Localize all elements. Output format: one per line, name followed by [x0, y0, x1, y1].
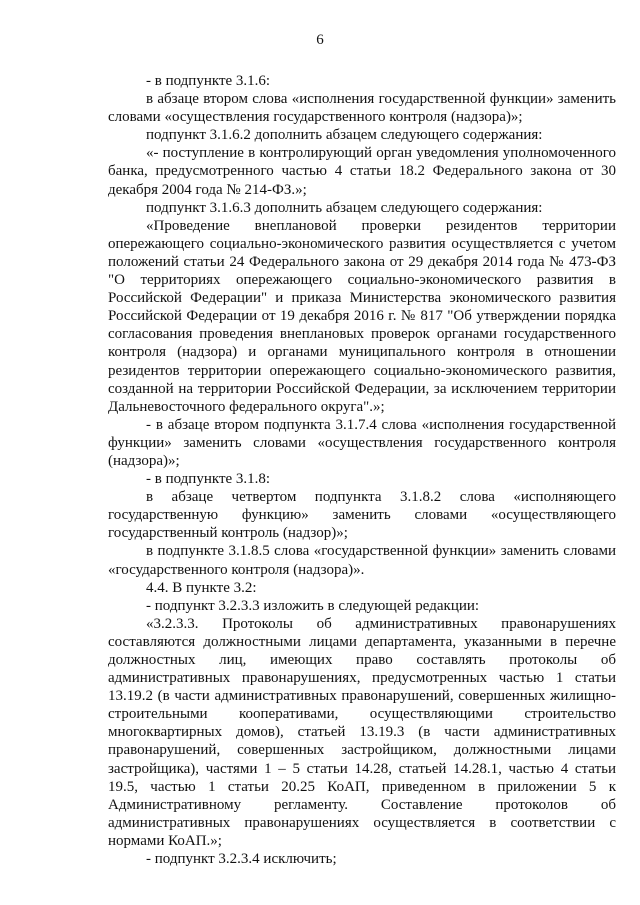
document-body — [108, 72, 616, 868]
paragraph: подпункт 3.1.6.2 дополнить абзацем следующего содержания: — [146, 127, 543, 144]
paragraph: «- поступление в контролирующий орган уведомления уполномоченного банка, предусмотренного частью 4 статьи 18.2 Федерального закона от 30 декабря 2004 года № 214-ФЗ.»; — [108, 145, 616, 198]
paragraph: - в подпункте 3.1.8: — [146, 471, 271, 488]
paragraph: в абзаце втором слова «исполнения государственной функции» заменить словами «осуществления государственного контроля (надзора)»; — [108, 91, 616, 126]
paragraph: подпункт 3.1.6.3 дополнить абзацем следующего содержания: — [146, 199, 543, 216]
paragraph: «Проведение внеплановой проверки резидентов территории опережающего социально-экономического развития осуществляется с учетом положений статьи 24 Федерального закона от 29 декабря 2014 года № 473-ФЗ "О территориях опережающего социально-экономического развития в Российской Федерации" и приказа Министерства экономического развития Российской Федерации от 19 декабря 2016 г. № 817 "Об утверждении порядка согласования проведения внеплановых проверок органами государственного контроля (надзора) и органами муниципального контроля в отношении резидентов территории опережающего социально-экономического развития, созданной на территории Российской Федерации, за исключением территории Дальневосточного федерального округа".»; — [108, 217, 616, 415]
paragraph: - в подпункте 3.1.6: — [146, 73, 271, 89]
paragraph: 4.4. В пункте 3.2: — [146, 579, 257, 596]
paragraph: в абзаце четвертом подпункта 3.1.8.2 слова «исполняющего государственную функцию» заменить словами «осуществляющего государственный контроль (надзор)»; — [108, 489, 616, 542]
paragraph: «3.2.3.3. Протоколы об административных правонарушениях составляются должностными лицами департамента, указанными в перечне должностных лиц, имеющих право составлять протоколы об административных правонарушениях, предусмотренных частью 1 статьи 13.19.2 (в части административных правонарушений, совершенных жилищно-строительными кооперативами, осуществляющими строительство многоквартирных домов), статьей 13.19.3 (в части административных правонарушений, совершенных застройщиком, должностными лицами застройщика), частями 1 – 5 статьи 14.28, статьей 14.28.1, частью 4 статьи 19.5, частью 1 статьи 20.25 КоАП, приведенном в приложении 5 к Административному регламенту. Составление протоколов об административных правонарушениях осуществляется в соответствии с нормами КоАП.»; — [108, 615, 616, 849]
page-number: 6 — [316, 32, 324, 48]
paragraph: - в абзаце втором подпункта 3.1.7.4 слова «исполнения государственной функции» заменить словами «осуществления государственного контроля (надзора)»; — [108, 416, 616, 469]
paragraph: - подпункт 3.2.3.3 изложить в следующей редакции: — [146, 597, 480, 614]
paragraph: в подпункте 3.1.8.5 слова «государственной функции» заменить словами «государственного контроля (надзора)». — [108, 543, 616, 578]
paragraph: - подпункт 3.2.3.4 исключить; — [146, 851, 337, 868]
